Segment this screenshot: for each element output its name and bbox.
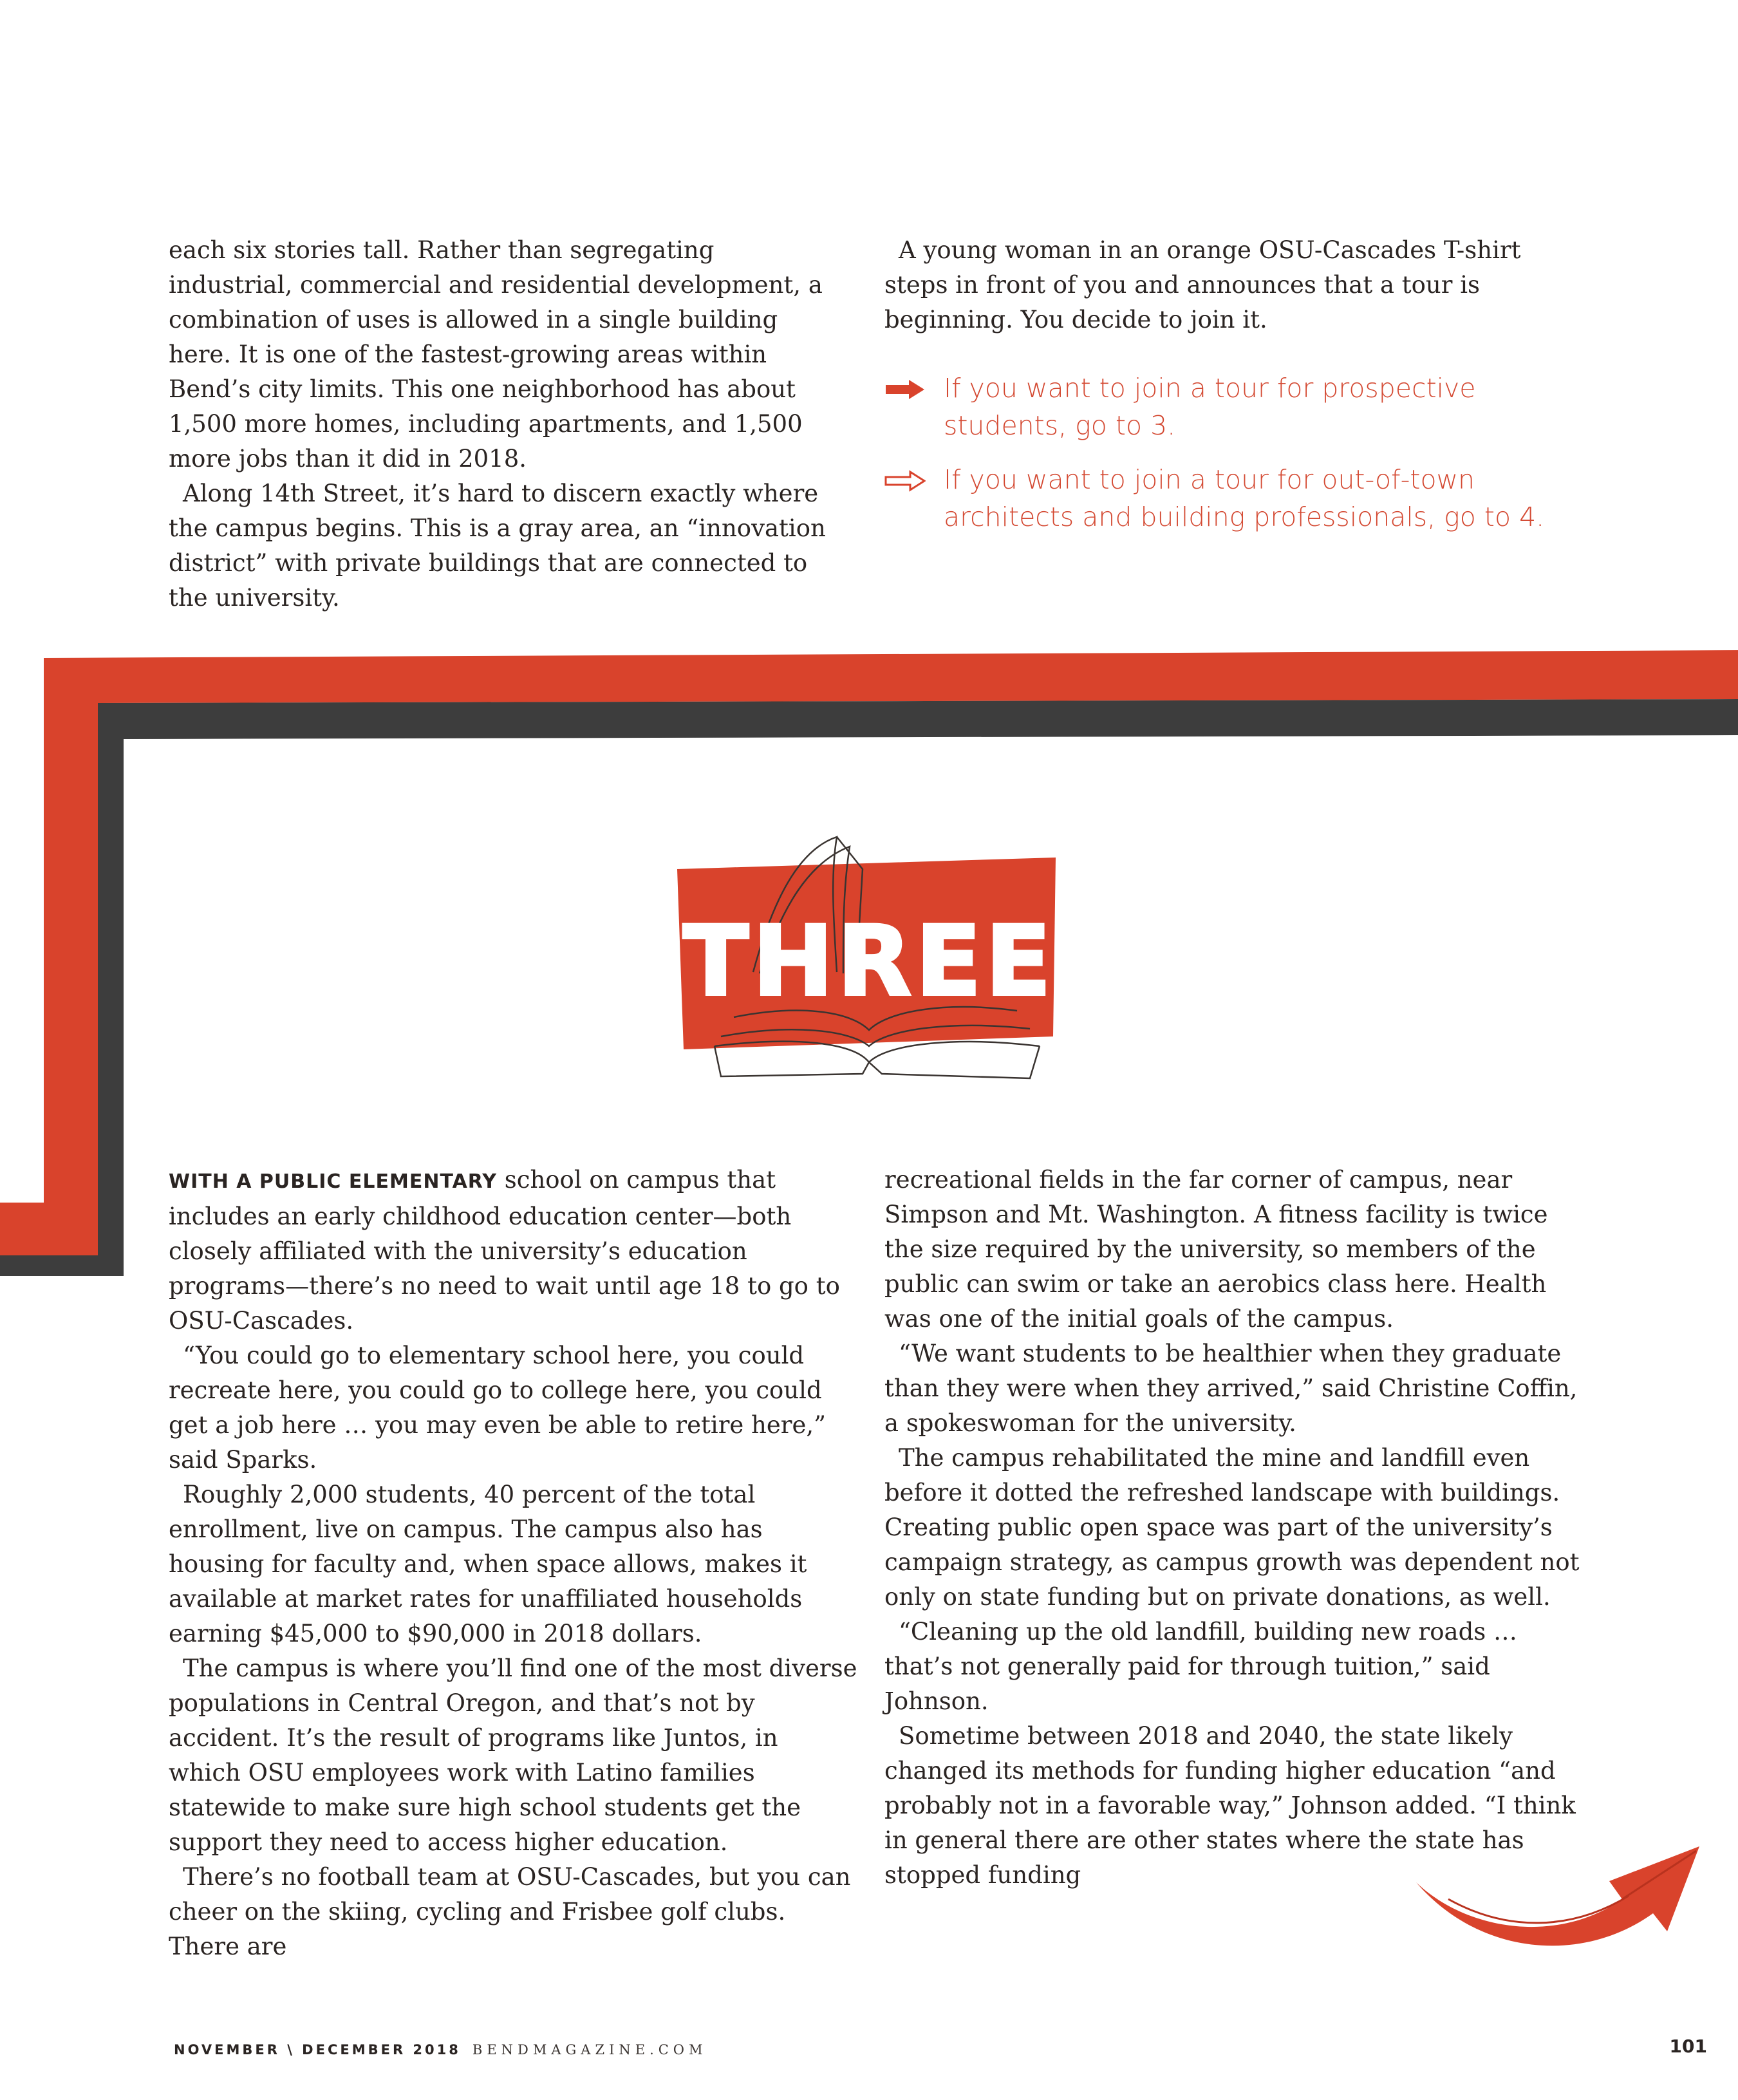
issue-date: NOVEMBER \ DECEMBER 2018: [174, 2042, 461, 2058]
paragraph: “Cleaning up the old landfill, building new roads … that’s not generally paid for through tuition,” said Johnson.: [884, 1618, 1518, 1715]
outline-arrow-icon: [884, 470, 926, 492]
filled-arrow-icon: [884, 379, 926, 400]
column-top-right: [884, 233, 1567, 337]
paragraph: Along 14th Street, it’s hard to discern exactly where the campus begins. This is a gray area, an “innovation district” with private buildings that are connected to the university.: [169, 480, 826, 612]
paragraph: [169, 1163, 857, 1338]
paragraph: Sometime between 2018 and 2040, the state likely changed its methods for funding higher education “and probably not in a favorable way,” Johnson added. “I think in general there are other states where the state has stopped funding: [884, 1722, 1576, 1889]
section-badge: [669, 824, 1081, 1094]
paragraph: The campus rehabilitated the mine and landfill even before it dotted the refreshed landscape with buildings. Creating public open space was part of the university’s campaign strategy, as campus growth was dependent not only on state funding but on private donations, as well.: [884, 1444, 1580, 1611]
continue-arrow-icon: [1410, 1835, 1706, 1964]
open-book-icon: [669, 824, 1081, 1094]
paragraph-text: school on campus that includes an early childhood education center—both closely affiliated with the university’s education programs—there’s no need to wait until age 18 to go to OSU-Cascades.: [169, 1166, 840, 1335]
footer: [174, 2042, 707, 2058]
choice-text: If you want to join a tour for out-of-town architects and building professionals, go to 4.: [944, 464, 1545, 532]
choice-option-4[interactable]: [884, 461, 1605, 538]
paragraph: “You could go to elementary school here, you could recreate here, you could go to college here, you could get a job here … you may even be able to retire here,” said Sparks.: [169, 1342, 827, 1474]
paragraph: recreational fields in the far corner of campus, near Simpson and Mt. Washington. A fitness facility is twice the size required by the university, so members of the public can swim or take an aerobics class here. Health was one of the initial goals of the campus.: [884, 1166, 1548, 1333]
site-url[interactable]: BENDMAGAZINE.COM: [472, 2042, 707, 2058]
section-title: THREE: [682, 906, 1056, 1018]
paragraph: each six stories tall. Rather than segregating industrial, commercial and residential development, a combination of uses is allowed in a single building here. It is one of the fastest-growing areas within Bend’s city limits. This one neighborhood has about 1,500 more homes, including apartments, and 1,500 more jobs than it did in 2018.: [169, 236, 823, 473]
column-bottom-right: [884, 1163, 1580, 1893]
paragraph: The campus is where you’ll find one of the most diverse populations in Central Oregon, and that’s not by accident. It’s the result of programs like Juntos, in which OSU employees work with Latino families statewide to make sure high school students get the support they need to access higher education.: [169, 1655, 857, 1856]
column-top-left: [169, 233, 832, 615]
lead-in: WITH A PUBLIC ELEMENTARY: [169, 1170, 497, 1193]
frame-red-foot: [0, 1203, 98, 1255]
page-number: 101: [1669, 2036, 1707, 2057]
paragraph: There’s no football team at OSU-Cascades, but you can cheer on the skiing, cycling and Frisbee golf clubs. There are: [169, 1863, 851, 1960]
choice-option-3[interactable]: [884, 370, 1605, 447]
column-bottom-left: [169, 1163, 857, 1964]
paragraph: A young woman in an orange OSU-Cascades T-shirt steps in front of you and announces that a tour is beginning. You decide to join it.: [884, 236, 1521, 333]
paragraph: “We want students to be healthier when they graduate than they were when they arrived,” said Christine Coffin, a spokeswoman for the university.: [884, 1340, 1578, 1437]
choice-text: If you want to join a tour for prospective students, go to 3.: [944, 373, 1476, 441]
paragraph: Roughly 2,000 students, 40 percent of the total enrollment, live on campus. The campus also has housing for faculty and, when space allows, makes it available at market rates for unaffiliated households earning $45,000 to $90,000 in 2018 dollars.: [169, 1481, 807, 1647]
